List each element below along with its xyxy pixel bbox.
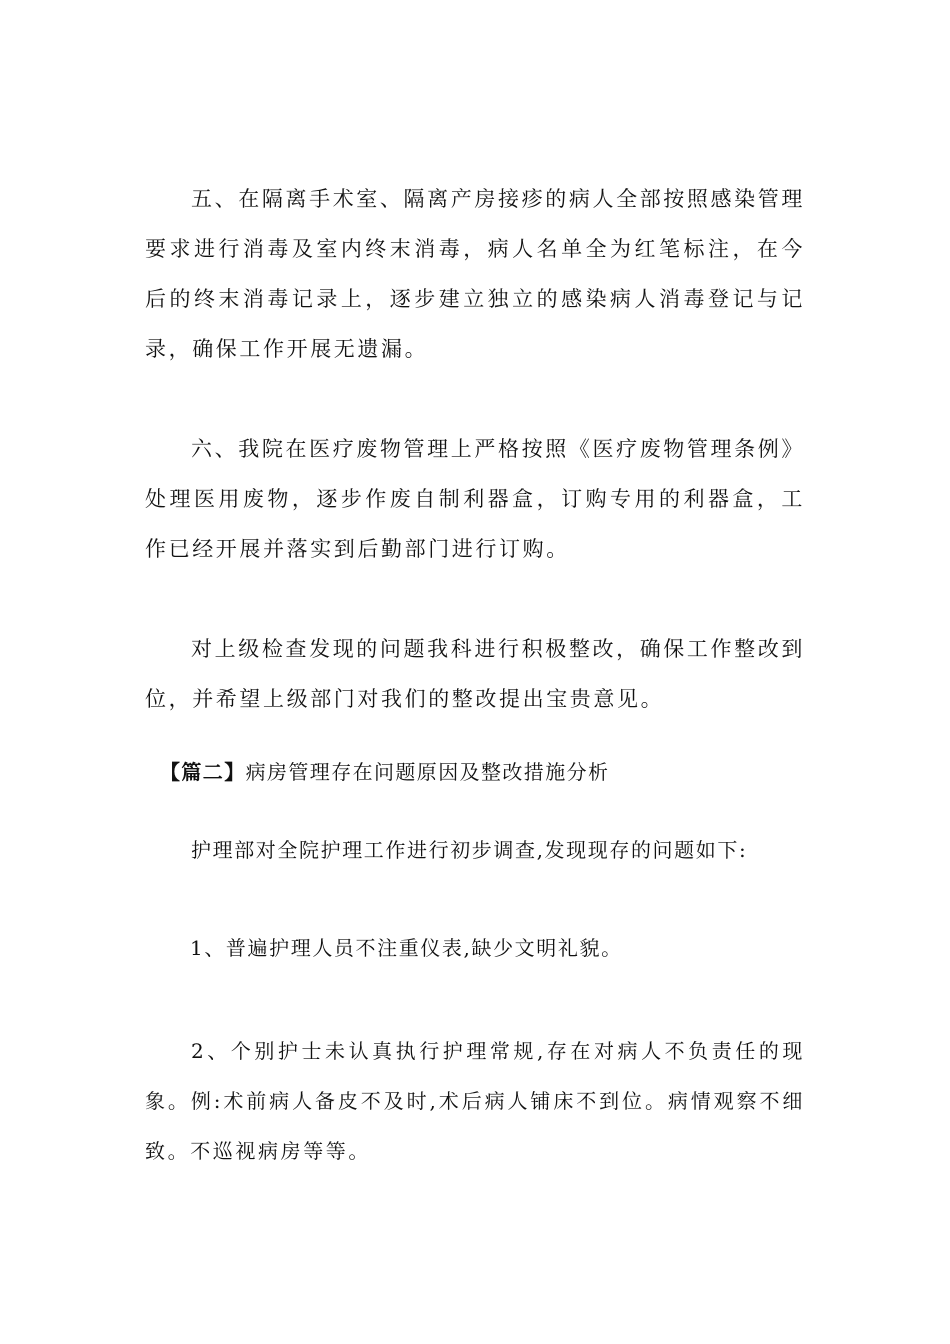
paragraph-conclusion: 对上级检查发现的问题我科进行积极整改，确保工作整改到位，并希望上级部门对我们的整改提出宝贵意见。 xyxy=(145,637,805,711)
paragraph-six: 六、我院在医疗废物管理上严格按照《医疗废物管理条例》处理医用废物，逐步作废自制利器盒，订购专用的利器盒，工作已经开展并落实到后勤部门进行订购。 xyxy=(145,437,805,561)
list-item-1: 1、普遍护理人员不注重仪表,缺少文明礼貌。 xyxy=(190,936,623,960)
intro-paragraph: 护理部对全院护理工作进行初步调查,发现现存的问题如下: xyxy=(191,838,748,862)
section-heading xyxy=(160,752,609,792)
list-item-2: 2、个别护士未认真执行护理常规,存在对病人不负责任的现象。例:术前病人备皮不及时,术后病人铺床不到位。病情观察不细致。不巡视病房等等。 xyxy=(145,1039,805,1163)
section-title: 病房管理存在问题原因及整改措施分析 xyxy=(245,760,610,784)
section-marker: 【篇二】 xyxy=(160,760,246,784)
paragraph-five: 五、在隔离手术室、隔离产房接疹的病人全部按照感染管理要求进行消毒及室内终末消毒，病人名单全为红笔标注，在今后的终末消毒记录上，逐步建立独立的感染病人消毒登记与记录，确保工作开展无遗漏。 xyxy=(145,187,805,361)
